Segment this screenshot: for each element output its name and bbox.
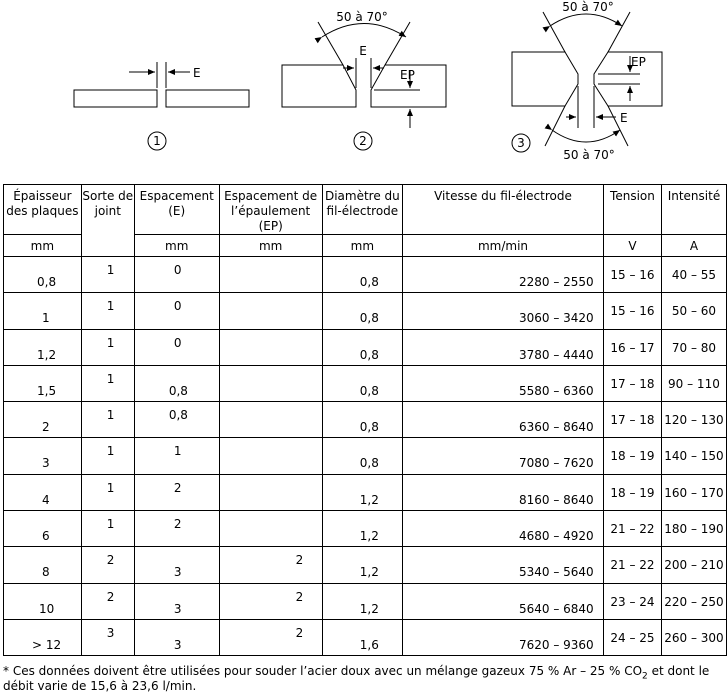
angle-top-label: 50 à 70° — [562, 0, 614, 14]
cell-current: 160 – 170 — [661, 474, 726, 510]
cell-voltage: 17 – 18 — [604, 402, 662, 438]
cell-gap: 3 — [134, 583, 219, 619]
cell-joint: 1 — [81, 365, 134, 401]
cell-joint: 1 — [81, 474, 134, 510]
cell-thickness: 8 — [4, 547, 82, 583]
footnote — [3, 664, 725, 694]
table-row — [4, 547, 727, 583]
cell-thickness: 1 — [4, 293, 82, 329]
cell-voltage: 21 – 22 — [604, 547, 662, 583]
cell-current: 90 – 110 — [661, 365, 726, 401]
cell-joint: 1 — [81, 511, 134, 547]
cell-diameter: 0,8 — [322, 438, 402, 474]
cell-thickness: 2 — [4, 402, 82, 438]
diagram-number: 2 — [359, 134, 367, 148]
unit-thickness: mm — [4, 235, 82, 257]
cell-current: 120 – 130 — [661, 402, 726, 438]
cell-diameter: 0,8 — [322, 257, 402, 293]
cell-land: 2 — [219, 547, 322, 583]
table-row — [4, 365, 727, 401]
cell-gap: 2 — [134, 474, 219, 510]
cell-voltage: 16 – 17 — [604, 329, 662, 365]
gap-label: E — [359, 44, 367, 58]
cell-voltage: 21 – 22 — [604, 511, 662, 547]
plate-right — [594, 52, 662, 106]
cell-joint: 1 — [81, 293, 134, 329]
cell-gap: 0 — [134, 257, 219, 293]
cell-gap: 0,8 — [134, 402, 219, 438]
cell-current: 140 – 150 — [661, 438, 726, 474]
cell-speed: 4680 – 4920 — [402, 511, 603, 547]
cell-joint: 2 — [81, 547, 134, 583]
table-row — [4, 257, 727, 293]
plate-left — [74, 90, 157, 107]
cell-diameter: 0,8 — [322, 329, 402, 365]
table-row — [4, 293, 727, 329]
cell-land — [219, 257, 322, 293]
cell-voltage: 18 – 19 — [604, 438, 662, 474]
cell-gap: 0 — [134, 329, 219, 365]
cell-gap: 1 — [134, 438, 219, 474]
cell-thickness: 1,5 — [4, 365, 82, 401]
header-voltage: Tension — [604, 185, 662, 235]
footnote-text-end: et dont le débit varie de 15,6 à 23,6 l/min. — [3, 664, 710, 693]
cell-diameter: 0,8 — [322, 402, 402, 438]
diagram-number: 3 — [517, 136, 525, 150]
cell-thickness: 10 — [4, 583, 82, 619]
header-land: Espacement de l’épaulement (EP) — [219, 185, 322, 235]
cell-land — [219, 438, 322, 474]
cell-land — [219, 402, 322, 438]
header-thickness: Épaisseur des plaques — [4, 185, 82, 235]
cell-gap: 3 — [134, 619, 219, 655]
cell-thickness: 4 — [4, 474, 82, 510]
cell-speed: 7080 – 7620 — [402, 438, 603, 474]
plate-left — [512, 52, 578, 106]
cell-gap: 2 — [134, 511, 219, 547]
land-label: EP — [400, 68, 415, 82]
cell-voltage: 24 – 25 — [604, 619, 662, 655]
cell-current: 40 – 55 — [661, 257, 726, 293]
cell-gap: 0,8 — [134, 365, 219, 401]
cell-speed: 3060 – 3420 — [402, 293, 603, 329]
cell-diameter: 1,2 — [322, 474, 402, 510]
unit-wire-speed: mm/min — [402, 235, 603, 257]
table-row — [4, 329, 727, 365]
cell-land — [219, 474, 322, 510]
cell-land: 2 — [219, 583, 322, 619]
header-wire-speed: Vitesse du fil-électrode — [402, 185, 603, 235]
cell-land — [219, 329, 322, 365]
cell-thickness: 0,8 — [4, 257, 82, 293]
table-row — [4, 402, 727, 438]
cell-land — [219, 365, 322, 401]
header-current: Intensité — [661, 185, 726, 235]
cell-joint: 2 — [81, 583, 134, 619]
cell-thickness: 6 — [4, 511, 82, 547]
angle-arc-top — [550, 14, 622, 26]
cell-current: 180 – 190 — [661, 511, 726, 547]
diagram-square-butt-joint — [74, 62, 249, 150]
cell-diameter: 1,2 — [322, 583, 402, 619]
diagram-double-v-joint — [512, 0, 662, 162]
table-row — [4, 619, 727, 655]
cell-thickness: 3 — [4, 438, 82, 474]
cell-land: 2 — [219, 619, 322, 655]
cell-speed: 3780 – 4440 — [402, 329, 603, 365]
header-wire-diameter: Diamètre du fil-électrode — [322, 185, 402, 235]
cell-speed: 6360 – 8640 — [402, 402, 603, 438]
cell-speed: 5580 – 6360 — [402, 365, 603, 401]
cell-speed: 2280 – 2550 — [402, 257, 603, 293]
gap-label: E — [620, 111, 628, 125]
cell-joint: 1 — [81, 438, 134, 474]
cell-voltage: 15 – 16 — [604, 257, 662, 293]
header-joint-type: Sorte de joint — [81, 185, 134, 257]
gap-label: E — [193, 66, 201, 80]
cell-voltage: 18 – 19 — [604, 474, 662, 510]
footnote-subscript: 2 — [642, 671, 648, 682]
cell-current: 70 – 80 — [661, 329, 726, 365]
plate-right — [166, 90, 249, 107]
table-row — [4, 474, 727, 510]
cell-voltage: 17 – 18 — [604, 365, 662, 401]
welding-parameters-table — [3, 184, 727, 656]
cell-land — [219, 293, 322, 329]
unit-land: mm — [219, 235, 322, 257]
header-gap: Espacement (E) — [134, 185, 219, 235]
cell-voltage: 15 – 16 — [604, 293, 662, 329]
cell-joint: 1 — [81, 329, 134, 365]
cell-diameter: 0,8 — [322, 293, 402, 329]
angle-bottom-label: 50 à 70° — [563, 148, 615, 162]
cell-diameter: 0,8 — [322, 365, 402, 401]
land-label: EP — [631, 55, 646, 69]
cell-land — [219, 511, 322, 547]
unit-voltage: V — [604, 235, 662, 257]
diagram-single-v-joint — [282, 10, 446, 150]
unit-current: A — [661, 235, 726, 257]
cell-voltage: 23 – 24 — [604, 583, 662, 619]
plate-left — [282, 65, 356, 107]
cell-thickness: 1,2 — [4, 329, 82, 365]
cell-current: 220 – 250 — [661, 583, 726, 619]
unit-wire-diameter: mm — [322, 235, 402, 257]
table-row — [4, 511, 727, 547]
angle-arc-bottom — [552, 130, 620, 142]
cell-current: 200 – 210 — [661, 547, 726, 583]
cell-diameter: 1,2 — [322, 547, 402, 583]
cell-speed: 5340 – 5640 — [402, 547, 603, 583]
angle-arc — [322, 24, 406, 38]
cell-gap: 3 — [134, 547, 219, 583]
footnote-text: * Ces données doivent être utilisées pour souder l’acier doux avec un mélange gazeux 75 % Ar – 25 % CO — [3, 664, 643, 678]
cell-thickness: > 12 — [4, 619, 82, 655]
joint-diagrams — [0, 0, 727, 180]
table-row — [4, 438, 727, 474]
cell-speed: 8160 – 8640 — [402, 474, 603, 510]
cell-joint: 1 — [81, 402, 134, 438]
cell-current: 260 – 300 — [661, 619, 726, 655]
cell-diameter: 1,6 — [322, 619, 402, 655]
table-row — [4, 583, 727, 619]
cell-diameter: 1,2 — [322, 511, 402, 547]
cell-speed: 7620 – 9360 — [402, 619, 603, 655]
cell-current: 50 – 60 — [661, 293, 726, 329]
unit-gap: mm — [134, 235, 219, 257]
angle-label: 50 à 70° — [336, 10, 388, 24]
cell-joint: 3 — [81, 619, 134, 655]
cell-gap: 0 — [134, 293, 219, 329]
diagram-number: 1 — [153, 134, 161, 148]
cell-joint: 1 — [81, 257, 134, 293]
cell-speed: 5640 – 6840 — [402, 583, 603, 619]
